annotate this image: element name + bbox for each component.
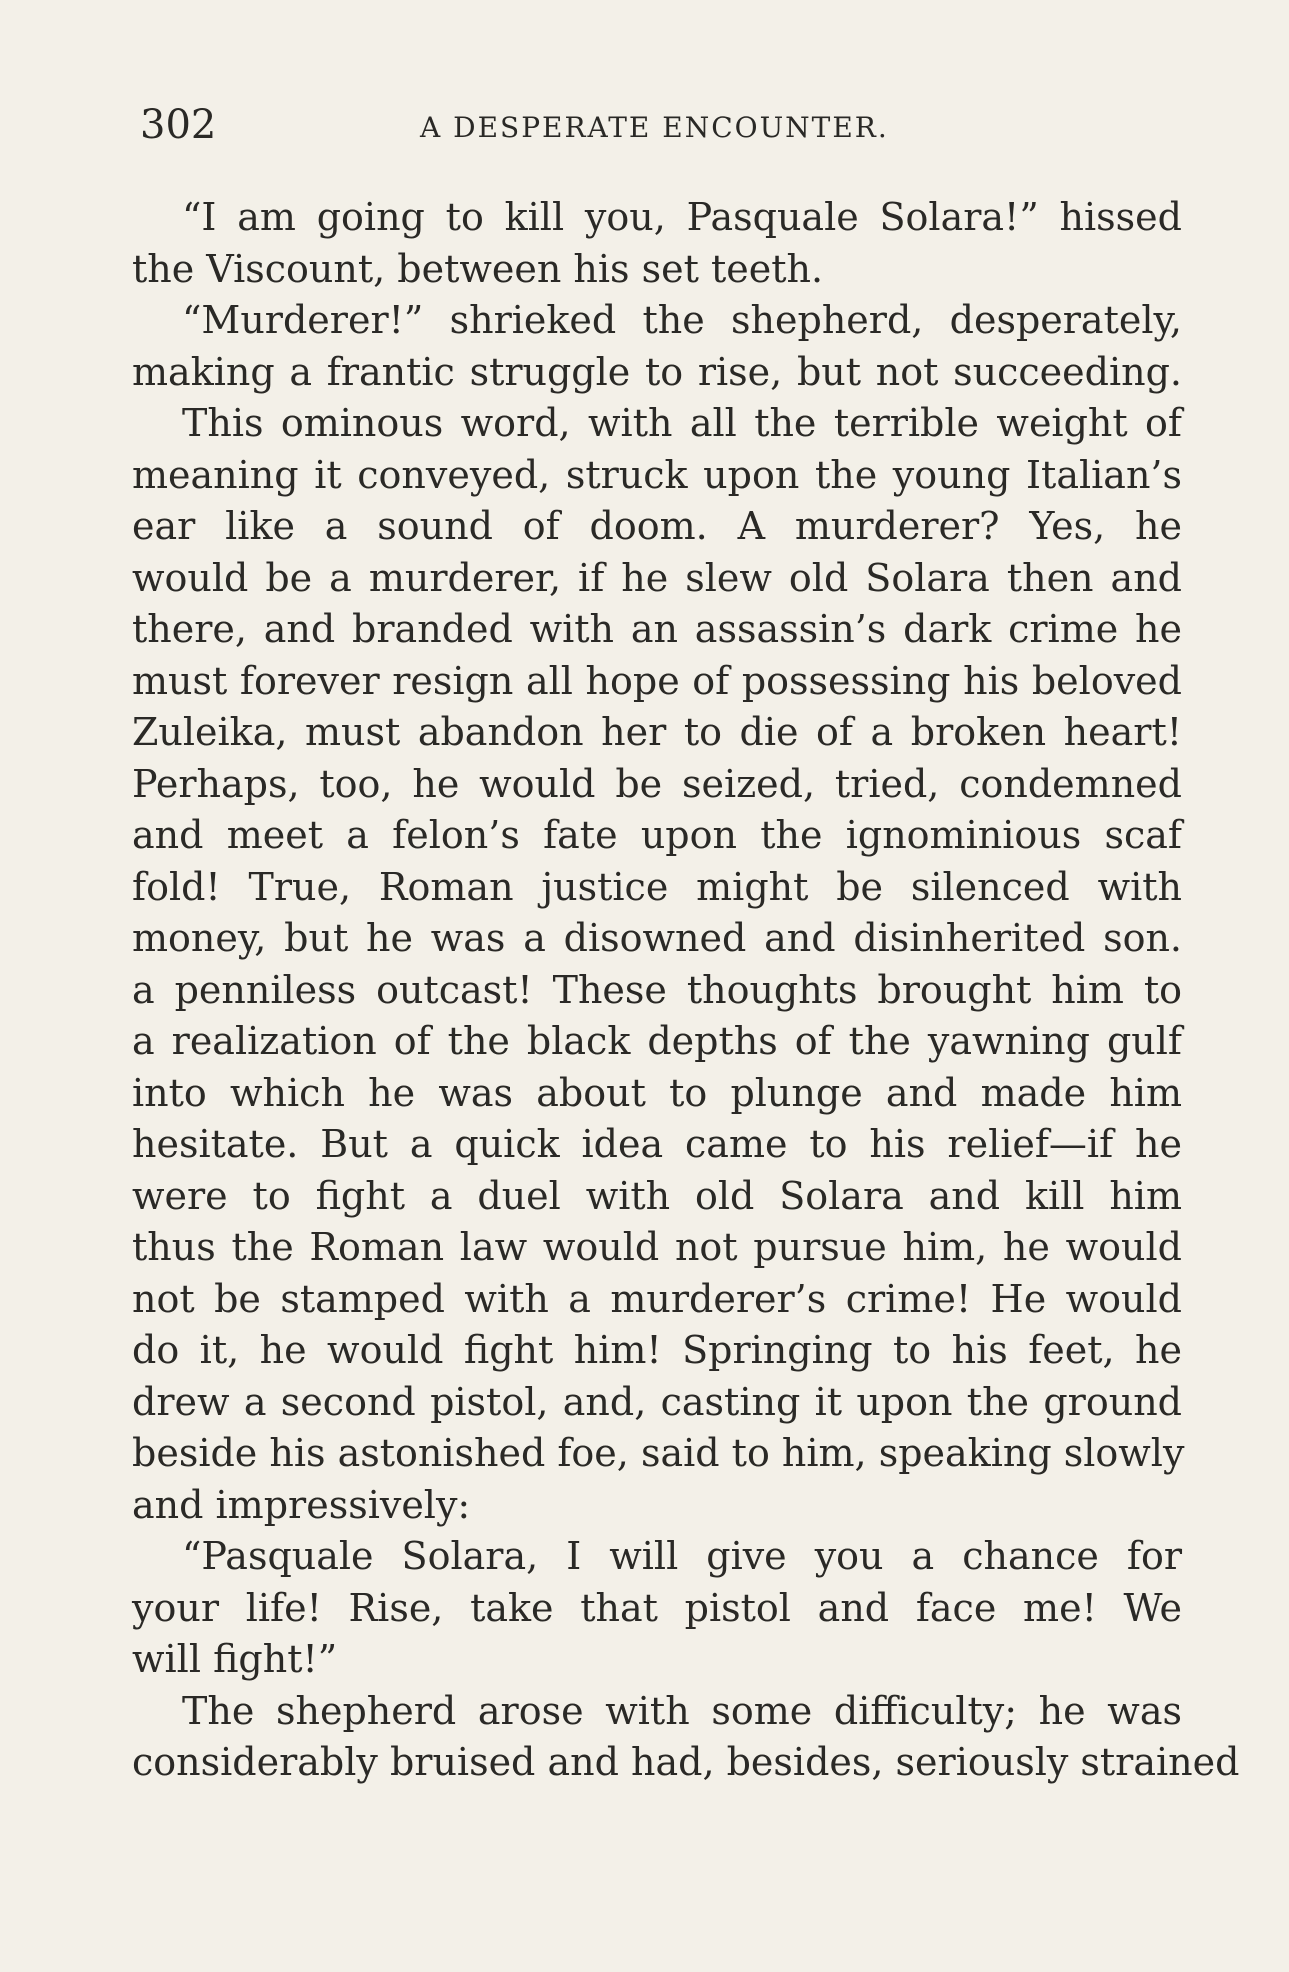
text-line: your life! Rise, take that pistol and face me! We [132, 1585, 1182, 1630]
text-line: do it, he would fight him! Springing to his feet, he [132, 1328, 1182, 1372]
text-line: beside his astonished foe, said to him, speaking slowly [132, 1431, 1185, 1475]
text-line: and meet a felon’s fate upon the ignominious scaf [132, 813, 1182, 857]
text-line: fold! True, Roman justice might be silenced with [132, 864, 1182, 909]
text-line: meaning it conveyed, struck upon the young Italian’s [132, 452, 1182, 497]
text-line: not be stamped with a murderer’s crime! He would [132, 1276, 1182, 1321]
text-line: considerably bruised and had, besides, seriously strained [132, 1740, 1240, 1784]
text-line: were to fight a duel with old Solara and kill him [132, 1173, 1182, 1218]
text-line: drew a second pistol, and, casting it upon the ground [132, 1379, 1182, 1424]
text-line: “Pasquale Solara, I will give you a chance for [182, 1534, 1182, 1578]
text-line: there, and branded with an assassin’s dark crime he [132, 607, 1182, 651]
text-line: This ominous word, with all the terrible weight of [182, 401, 1182, 445]
text-line: a realization of the black depths of the yawning gulf [132, 1019, 1182, 1063]
text-line: hesitate. But a quick idea came to his relief—if he [132, 1122, 1182, 1166]
page-number: 302 [140, 102, 217, 148]
text-line: and impressively: [132, 1482, 471, 1527]
text-line: thus the Roman law would not pursue him, he would [132, 1225, 1182, 1269]
page-header [140, 95, 1180, 155]
text-line: the Viscount, between his set teeth. [132, 246, 824, 291]
text-line: making a frantic struggle to rise, but not succeeding. [132, 349, 1182, 394]
text-line: would be a murderer, if he slew old Solara then and [132, 555, 1182, 600]
text-line: “I am going to kill you, Pasquale Solara!” hissed [182, 195, 1182, 239]
running-head: A DESPERATE ENCOUNTER. [420, 111, 889, 144]
body-text [132, 192, 1240, 1789]
text-line: The shepherd arose with some difficulty; he was [182, 1688, 1182, 1733]
text-line: money, but he was a disowned and disinherited son. [132, 916, 1182, 960]
text-line: will fight!” [132, 1637, 338, 1681]
text-line: Perhaps, too, he would be seized, tried, condemned [132, 761, 1182, 806]
text-line: into which he was about to plunge and made him [132, 1070, 1182, 1115]
text-line: Zuleika, must abandon her to die of a broken heart! [132, 710, 1182, 754]
text-line: “Murderer!” shrieked the shepherd, desperately, [182, 298, 1182, 342]
text-line: must forever resign all hope of possessing his beloved [132, 658, 1182, 703]
text-line: a penniless outcast! These thoughts brought him to [132, 967, 1182, 1012]
text-line: ear like a sound of doom. A murderer? Yes, he [132, 504, 1182, 548]
